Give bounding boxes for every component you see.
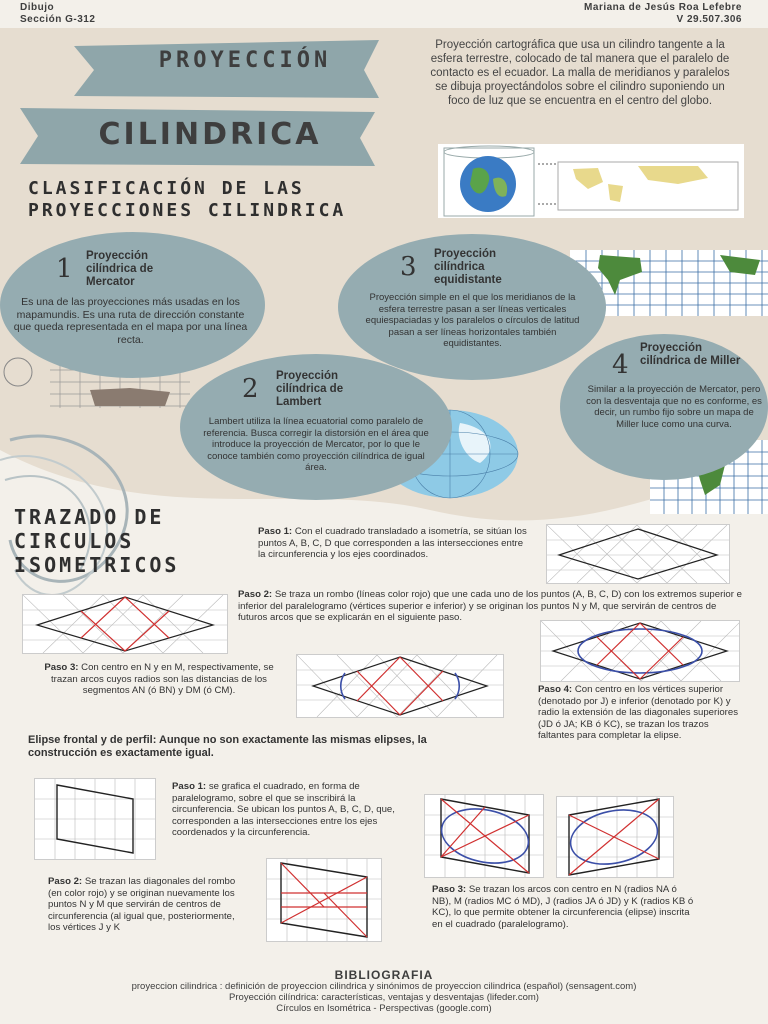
author-name: Mariana de Jesús Roa Lefebre: [584, 2, 742, 13]
iso-step-3-diagram: [296, 654, 504, 718]
title-line-1: PROYECCIÓN: [158, 48, 332, 73]
frontal-step-2-diagram: [266, 858, 382, 942]
ellipse-note: Elipse frontal y de perfil: Aunque no son exactamente las mismas elipses, la construcción es exactamente igual.: [28, 734, 427, 759]
frontal-step-1-text: se grafica el cuadrado, en forma de paralelogramo, sobre el que se inscribirá la circunferencia. Se ubican los puntos A, B, C, D, que, corresponden a las intersecciones entre los ejes coordenados y la circunferencia.: [172, 781, 395, 838]
cylinder-projection-image: [438, 144, 744, 218]
projection-text-3: Proyección simple en el que los meridianos de la esfera terrestre pasan a ser líneas verticales equiespaciadas y los paralelos o círculos de latitud pasan a ser líneas horizontales también equidistantes.: [365, 292, 580, 349]
iso-step-2: [238, 589, 748, 624]
intro-paragraph: Proyección cartográfica que usa un cilindro tangente a la esfera terrestre, colocado de tal manera que el paralelo de contacto es el ecuador. La malla de meridianos y paralelos se dibuja proyectándolos sobre el cilindro suponiendo un foco de luz que se encuentra en el centro del globo.: [430, 39, 730, 107]
frontal-step-3-diagram-a: [424, 794, 544, 878]
iso-step-4-diagram: [540, 620, 740, 682]
title-line-2: CILINDRICA: [98, 117, 322, 152]
iso-step-3-label: Paso 3:: [44, 662, 79, 673]
author-id: V 29.507.306: [676, 14, 742, 25]
frontal-step-1-diagram: [34, 778, 156, 860]
header-left: [20, 2, 95, 26]
iso-step-1-diagram: [546, 524, 730, 584]
frontal-step-2-label: Paso 2:: [48, 876, 83, 887]
projection-number-2: 2: [242, 374, 259, 404]
frontal-step-3-diagram-b: [556, 796, 674, 878]
iso-step-1: [258, 526, 530, 561]
iso-step-4-label: Paso 4:: [538, 684, 573, 695]
projection-text-2: Lambert utiliza la línea ecuatorial como paralelo de referencia. Busca corregir la distorsión en el área que introduce la proyección de Mercator, por lo que le conoce también como proyección cilíndrica de igual área.: [203, 416, 429, 473]
projection-number-4: 4: [612, 350, 629, 380]
projection-number-1: 1: [56, 254, 73, 284]
projection-title-2: Proyección cilíndrica de Lambert: [276, 370, 344, 408]
isometric-title-line-2: CIRCULOS: [14, 529, 135, 553]
iso-step-3-text: Con centro en N y en M, respectivamente, se trazan arcos cuyos radios son las distancias de los segmentos AN (ó BN) y DM (ó CM).: [51, 662, 274, 696]
frontal-step-2-text: Se trazan las diagonales del rombo (en color rojo) y se originan nuevamente los puntos N y M que servirán de centros de circunferencia (al igual que, posteriormente, los vértices J y K: [48, 876, 236, 933]
isometric-title: [14, 505, 179, 577]
frontal-step-1-label: Paso 1:: [172, 781, 207, 792]
iso-step-1-text: Con el cuadrado transladado a isometría, se sitúan los puntos A, B, C, D que corresponden a las intersecciones entre la circunferencia y los ejes coordinados.: [258, 526, 527, 560]
bibliography-item: Proyección cilíndrica: características, ventajas y desventajas (lifeder.com): [229, 992, 539, 1003]
section-label: Sección G-312: [20, 14, 96, 25]
iso-step-2-label: Paso 2:: [238, 589, 273, 600]
frontal-step-1: [172, 781, 396, 839]
frontal-step-3-label: Paso 3:: [432, 884, 467, 895]
projection-number-3: 3: [400, 252, 417, 282]
subject-label: Dibujo: [20, 2, 55, 13]
projection-text-4: Similar a la proyección de Mercator, pero con la desventaja que no es conforme, es decir, un rumbo fijo sobre un mapa de Miller luce como una curva.: [586, 384, 762, 430]
projection-title-1: Proyección cilíndrica de Mercator: [86, 250, 154, 288]
frontal-step-2: [48, 876, 246, 934]
bibliography-item: Círculos en Isométrica - Perspectivas (google.com): [276, 1003, 492, 1014]
bibliography-item: proyeccion cilindrica : definición de proyeccion cilindrica y sinónimos de proyeccion cilindrica (español) (sensagent.com): [131, 981, 637, 992]
iso-step-3: [30, 662, 288, 697]
iso-step-4: [538, 684, 738, 742]
header-right: [584, 2, 742, 26]
iso-step-2-text: Se traza un rombo (líneas color rojo) que une cada uno de los puntos (A, B, C, D) con los extremos superior e inferior del paralelogramo (vértices superior e inferior) y se originan los puntos N y M, que servirán de centros de futuros arcos que se explicarán en el siguiente paso.: [238, 589, 742, 623]
frontal-step-3: [432, 884, 694, 930]
projection-title-4: Proyección cilíndrica de Miller: [640, 342, 741, 367]
iso-step-4-text: Con centro en los vértices superior (denotado por J) e inferior (denotado por K) y radio la extensión de las diagonales superiores (JD ó JA; KB ó KC), se trazan los trazos faltantes para completar la elipse.: [538, 684, 738, 741]
projection-text-1: Es una de las proyecciones más usadas en los mapamundis. Es una ruta de dirección constante que queda representada en el mapa por una línea recta.: [13, 296, 248, 346]
frontal-step-3-text: Se trazan los arcos con centro en N (radios NA ó NB), M (radios MC ó MD), J (radios JA ó JD) y K (radios KB ó KC), lo que permite obtener la circunferencia (elipse) inscrita en el cuadrado (paralelogramo).: [432, 884, 694, 930]
isometric-title-line-3: ISOMETRICOS: [14, 553, 180, 577]
iso-step-2-diagram: [22, 594, 228, 654]
bibliography-list: [0, 981, 768, 1014]
iso-step-1-label: Paso 1:: [258, 526, 293, 537]
isometric-title-line-1: TRAZADO DE: [14, 505, 165, 529]
bibliography-title: BIBLIOGRAFIA: [334, 968, 434, 982]
projection-title-3: Proyección cilíndrica equidistante: [434, 248, 502, 286]
classification-title: CLASIFICACIÓN DE LAS PROYECCIONES CILINDRICA: [28, 178, 347, 221]
